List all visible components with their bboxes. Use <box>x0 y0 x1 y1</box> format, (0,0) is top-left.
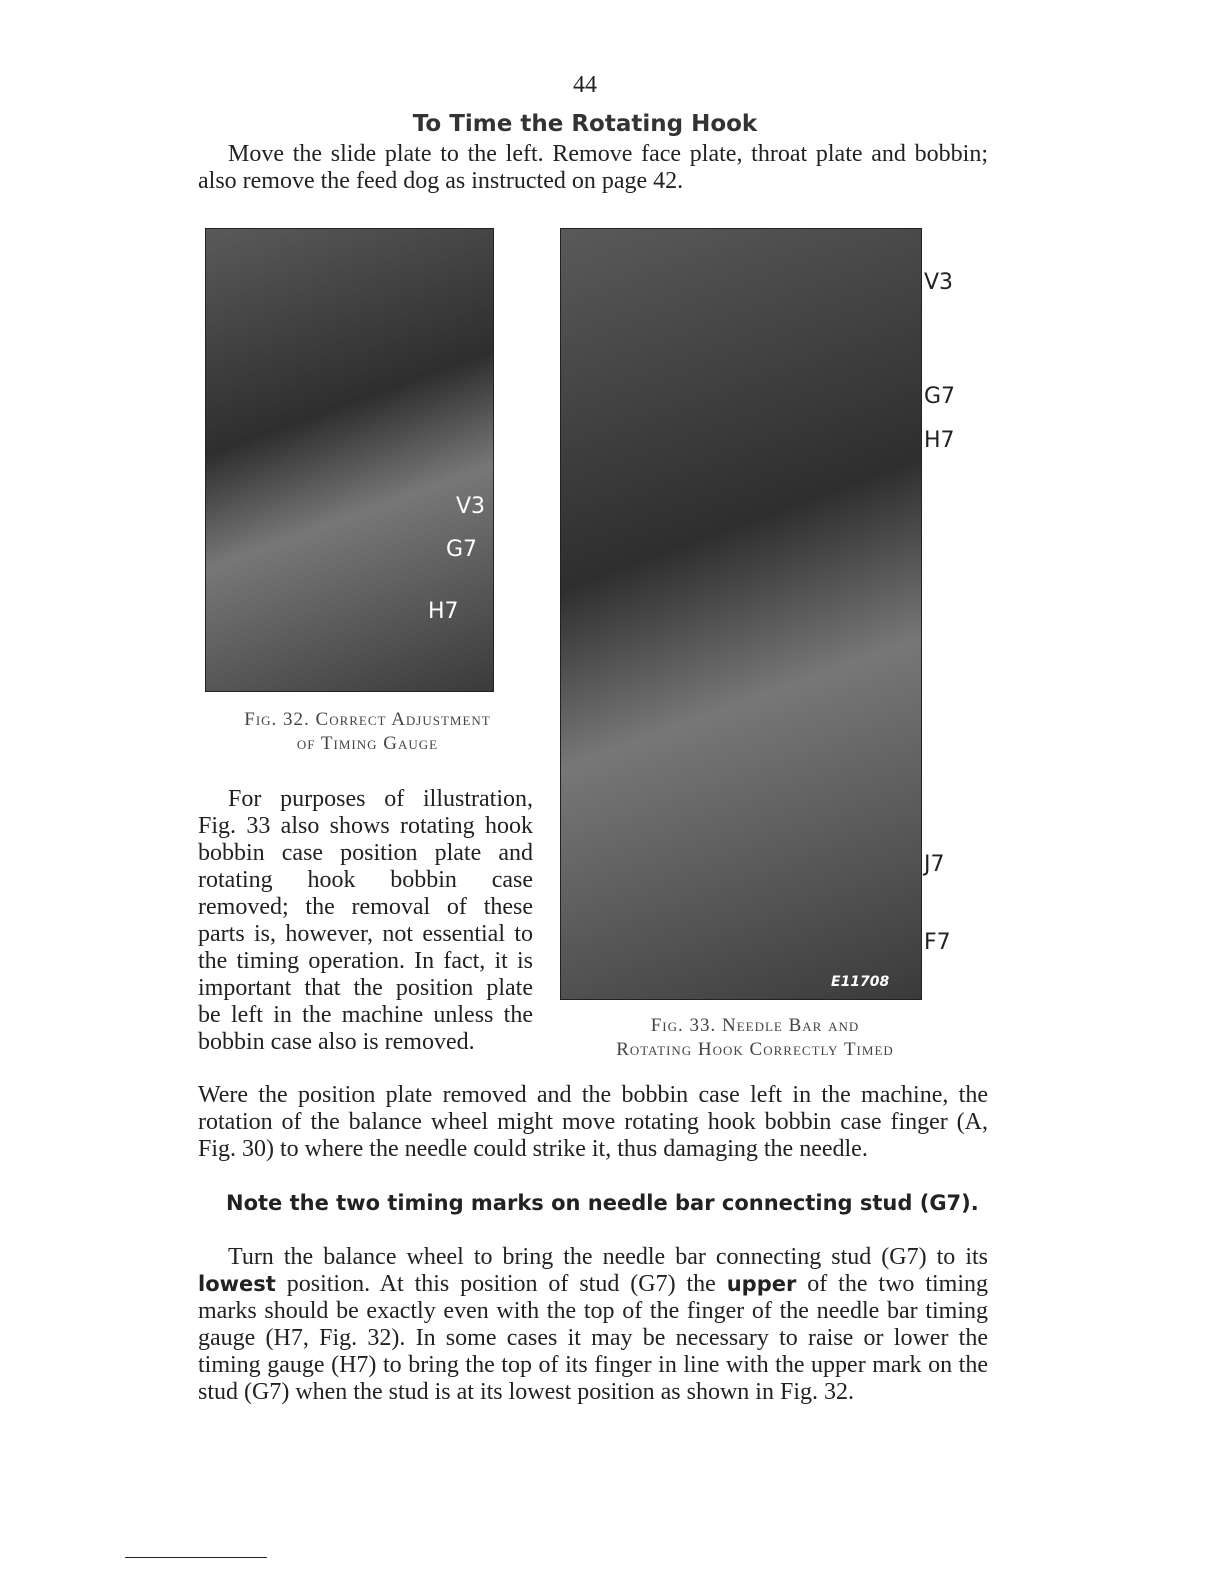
fig33-photo <box>560 228 922 1000</box>
fig32-label-g7: G7 <box>446 537 478 562</box>
page-number: 44 <box>573 72 597 98</box>
caption-line: of Timing Gauge <box>296 733 439 754</box>
fig33-label-g7: G7 <box>924 384 956 409</box>
intro-paragraph: Move the slide plate to the left. Remove face plate, throat plate and bobbin; also remove the feed dog as instructed on page 42. <box>198 141 988 194</box>
fig33-label-h7: H7 <box>924 428 955 453</box>
section-title: To Time the Rotating Hook <box>412 111 758 137</box>
text: of the two timing marks should be exactly even with the top of the finger of the needle bar timing gauge (H7, Fig. 32). In some cases it may be necessary to raise or lower the timing gauge (H7) to bring the top of its finger in line with the upper mark on the stud (G7) when the stud is at its lowest position as shown in Fig. 32. <box>198 1271 989 1405</box>
caption-line: Fig. 33. Needle Bar and <box>650 1015 860 1036</box>
caption-line: Fig. 32. Correct Adjustment <box>244 709 491 730</box>
fig33-label-f7: F7 <box>924 930 951 955</box>
paragraph-position-plate: Were the position plate removed and the bobbin case left in the machine, the rotation of the balance wheel might move rotating hook bobbin case finger (A, Fig. 30) to where the needle could strike it, thus damaging the needle. <box>198 1082 988 1162</box>
fig33-label-v3: V3 <box>924 270 954 295</box>
fig33-label-j7: J7 <box>924 852 945 877</box>
caption-line: Rotating Hook Correctly Timed <box>616 1039 894 1060</box>
column-paragraph: For purposes of illustration, Fig. 33 also shows rotating hook bobbin case position plate and rotating hook bobbin case removed; the removal of these parts is, however, not essential to the timing operation. In fact, it is important that the position plate be left in the machine unless the bobbin case also is removed. <box>198 786 533 1055</box>
fig32-caption <box>195 708 540 756</box>
text: Turn the balance wheel to bring the needle bar connecting stud (G7) to its <box>228 1244 988 1270</box>
fig33-caption <box>545 1014 965 1062</box>
footnote-rule <box>125 1557 267 1558</box>
fig32-photo <box>205 228 494 692</box>
bold-lowest: lowest <box>198 1272 276 1296</box>
fig32-label-h7: H7 <box>428 599 459 624</box>
note-text: Note the two timing marks on needle bar connecting stud (G7). <box>226 1191 979 1215</box>
bold-upper: upper <box>726 1272 797 1296</box>
paragraph-timing <box>198 1244 988 1406</box>
fig33-photo-id: E11708 <box>831 974 890 990</box>
note-heading <box>198 1190 988 1217</box>
fig32-label-v3: V3 <box>456 494 486 519</box>
text: position. At this position of stud (G7) the <box>275 1271 727 1297</box>
